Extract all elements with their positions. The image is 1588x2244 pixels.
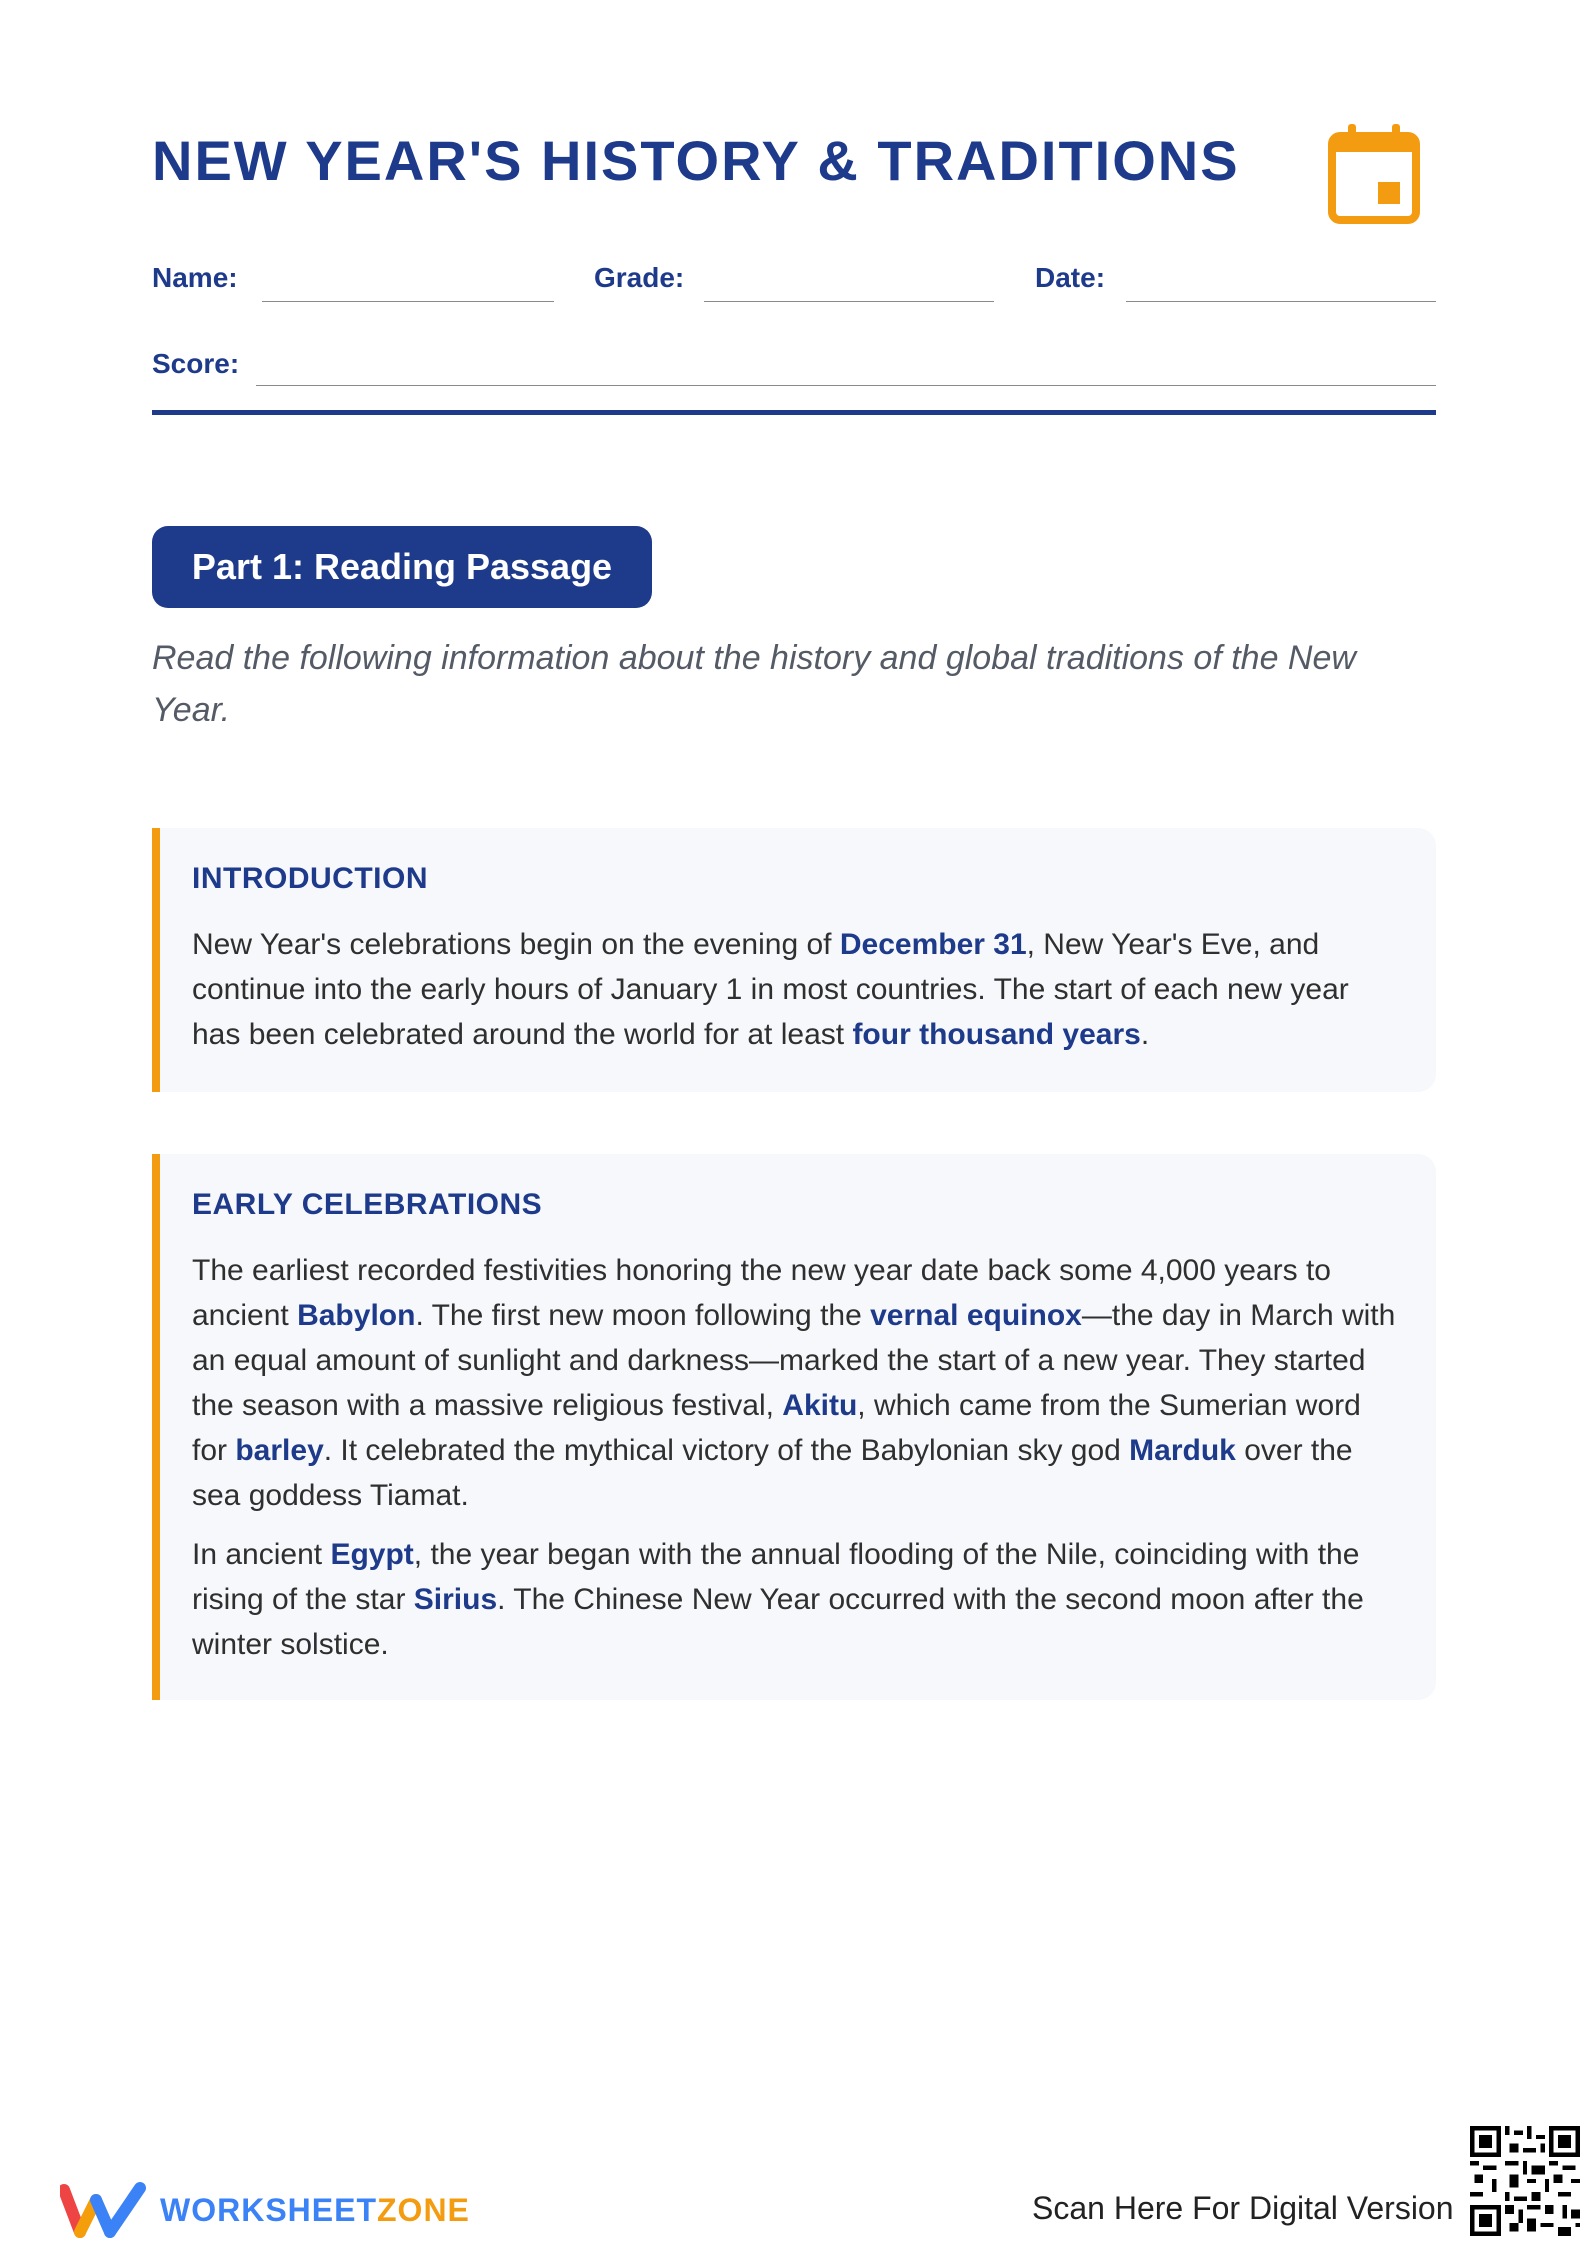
- date-field[interactable]: [1126, 301, 1436, 302]
- section-paragraph: [192, 1532, 1398, 1667]
- section-body: [192, 922, 1398, 1057]
- instructions-text: Read the following information about the history and global traditions of the New Year.: [152, 639, 1356, 729]
- worksheetzone-logo[interactable]: [60, 2180, 470, 2240]
- key-term: Egypt: [330, 1538, 414, 1571]
- score-label: Score:: [152, 348, 240, 379]
- text-run: The earliest recorded festivities honoring the new year date back some 4,000 years to ancient: [192, 1254, 1331, 1332]
- text-run: , which came from the Sumerian word for: [192, 1389, 1361, 1467]
- text-run: over the sea goddess Tiamat.: [192, 1434, 1353, 1512]
- section-paragraph: [192, 922, 1398, 1057]
- score-field[interactable]: [256, 385, 1436, 386]
- introduction-card: [152, 828, 1436, 1092]
- part-1-badge: Part 1: Reading Passage: [152, 526, 652, 608]
- text-run: . The Chinese New Year occurred with the second moon after the winter solstice.: [192, 1583, 1364, 1661]
- scan-instruction: Scan Here For Digital Version: [1032, 2190, 1454, 2226]
- text-run: In ancient: [192, 1538, 331, 1571]
- section-heading: EARLY CELEBRATIONS: [192, 1188, 543, 1221]
- key-term: Sirius: [413, 1583, 498, 1616]
- key-term: vernal equinox: [870, 1299, 1082, 1332]
- key-term: December 31: [839, 928, 1027, 961]
- key-term: Akitu: [782, 1389, 858, 1422]
- key-term: Babylon: [297, 1299, 416, 1332]
- qr-code-icon[interactable]: [1470, 2126, 1580, 2236]
- text-run: —the day in March with an equal amount of sunlight and darkness—marked the start of a new year. They started the season with a massive religious festival,: [192, 1299, 1396, 1422]
- early-celebrations-card: [152, 1154, 1436, 1700]
- grade-field[interactable]: [704, 301, 994, 302]
- text-run: , New Year's Eve, and continue into the early hours of January 1 in most countries. The start of each new year has been celebrated around the world for at least: [192, 928, 1349, 1051]
- logo-text: [160, 2192, 470, 2229]
- key-term: Marduk: [1129, 1434, 1236, 1467]
- logo-text-worksheet: WORKSHEET: [160, 2191, 377, 2228]
- section-heading: INTRODUCTION: [192, 862, 428, 895]
- text-run: . It celebrated the mythical victory of the Babylonian sky god: [323, 1434, 1130, 1467]
- name-field[interactable]: [262, 301, 554, 302]
- date-label: Date:: [1035, 262, 1106, 293]
- calendar-icon: [1326, 122, 1422, 226]
- name-label: Name:: [152, 262, 238, 293]
- section-body: [192, 1248, 1398, 1667]
- header-divider: [152, 410, 1436, 415]
- section-paragraph: [192, 1248, 1398, 1518]
- key-term: four thousand years: [852, 1018, 1141, 1051]
- key-term: barley: [235, 1434, 324, 1467]
- text-run: , the year began with the annual flooding of the Nile, coinciding with the rising of the star: [192, 1538, 1360, 1616]
- logo-text-zone: ZONE: [377, 2191, 470, 2228]
- text-run: New Year's celebrations begin on the evening of: [192, 928, 840, 961]
- logo-mark-icon: [60, 2180, 152, 2240]
- grade-label: Grade:: [594, 262, 685, 293]
- text-run: . The first new moon following the: [415, 1299, 871, 1332]
- text-run: .: [1140, 1018, 1150, 1051]
- page-title: NEW YEAR'S HISTORY & TRADITIONS: [152, 129, 1240, 192]
